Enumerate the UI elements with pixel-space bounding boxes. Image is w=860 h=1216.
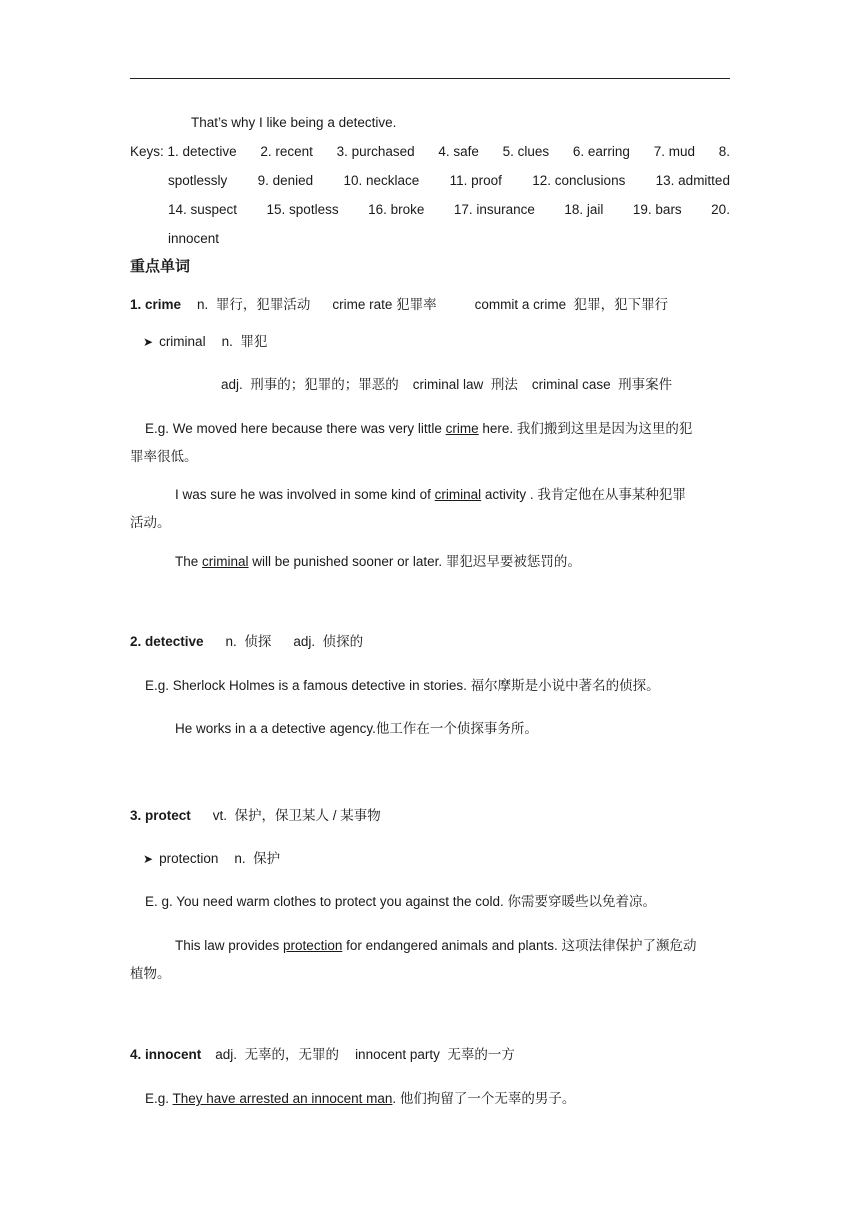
entry-meaning: 侦探 [244, 634, 272, 649]
key-answer: 9. denied [257, 173, 314, 188]
key-answer: 17. insurance [453, 202, 535, 217]
key-answer: 19. bars [632, 202, 682, 217]
example-sentence [145, 1090, 575, 1108]
keys-row-2 [168, 172, 730, 190]
adj-pos: adj. [221, 377, 243, 392]
key-answer: 10. necklace [343, 173, 420, 188]
example-continuation: 植物。 [130, 966, 171, 981]
example-sentence [175, 553, 581, 571]
example-continuation: 活动。 [130, 515, 171, 530]
entry-pos: n. [197, 297, 209, 312]
keys-label-item [130, 143, 237, 161]
underlined-phrase: They have arrested an innocent man [172, 1091, 393, 1106]
key-answer: 14. suspect [168, 202, 238, 217]
entry-phrase-meaning: 无辜的一方 [447, 1047, 515, 1062]
keys-row-3 [168, 201, 730, 219]
key-answer: 11. proof [449, 173, 502, 188]
arrow-bullet-icon: ➤ [143, 335, 154, 349]
key-answer: 16. broke [368, 202, 425, 217]
adj-phrase: criminal law [412, 377, 484, 392]
example-sentence: E.g. Sherlock Holmes is a famous detective in stories. 福尔摩斯是小说中著名的侦探。 [145, 678, 660, 693]
adj-phrase-meaning: 刑事案件 [618, 377, 673, 392]
underlined-word: protection [283, 938, 343, 953]
arrow-bullet-icon: ➤ [143, 852, 154, 866]
entry-innocent-head [130, 1046, 515, 1064]
derived-meaning: 罪犯 [240, 334, 268, 349]
entry-word: 4. innocent [130, 1047, 202, 1062]
entry-pos: adj. [293, 634, 316, 649]
entry-phrase-meaning: 犯罪，犯下罪行 [573, 297, 669, 312]
key-answer: 7. mud [653, 144, 695, 159]
example-sentence: He works in a a detective agency.他工作在一个侦探事务所。 [175, 721, 538, 736]
adj-phrase: criminal case [531, 377, 611, 392]
derived-meaning: 保护 [253, 851, 281, 866]
keys-row-1 [130, 143, 730, 161]
entry-detective-head [130, 633, 363, 651]
entry-phrase: commit a crime [474, 297, 567, 312]
key-answer: 8. [718, 144, 730, 159]
example-sentence: E. g. You need warm clothes to protect you against the cold. 你需要穿暖些以免着凉。 [145, 894, 656, 909]
entry-pos: adj. [215, 1047, 238, 1062]
header-rule [130, 78, 730, 79]
key-answer: 13. admitted [655, 173, 730, 188]
example-text: I was sure he was involved in some kind of [175, 487, 435, 502]
key-answer: 6. earring [572, 144, 630, 159]
entry-meaning: 侦探的 [322, 634, 364, 649]
derived-word: protection [159, 851, 219, 866]
entry-pos: n. [225, 634, 237, 649]
example-continuation: 罪率很低。 [130, 449, 198, 464]
entry-word: 3. protect [130, 808, 191, 823]
entry-phrase: innocent party [355, 1047, 440, 1062]
key-answer: 5. clues [502, 144, 550, 159]
derived-criminal-adj [221, 376, 672, 394]
example-text: E.g. [145, 1091, 173, 1106]
derived-pos: n. [234, 851, 246, 866]
example-text: will be punished sooner or later. 罪犯迟早要被惩罚的。 [248, 554, 581, 569]
key-answer: 12. conclusions [532, 173, 626, 188]
entry-word: 1. crime [130, 297, 182, 312]
example-sentence [175, 937, 697, 955]
adj-phrase-meaning: 刑法 [490, 377, 518, 392]
keys-row-4: innocent [168, 231, 220, 246]
key-answer: 2. recent [260, 144, 313, 159]
key-answer: 15. spotless [266, 202, 339, 217]
entry-meaning: 无辜的，无罪的 [244, 1047, 340, 1062]
example-text: for endangered animals and plants. 这项法律保护了濒危动 [342, 938, 697, 953]
example-text: E.g. We moved here because there was very little [145, 421, 446, 436]
intro-line: That’s why I like being a detective. [191, 115, 397, 130]
section-title: 重点单词 [130, 257, 191, 275]
example-text: activity . 我肯定他在从事某种犯罪 [481, 487, 686, 502]
derived-protection [143, 850, 280, 868]
keys-label: Keys: [130, 144, 164, 159]
entry-pos: vt. [212, 808, 228, 823]
entry-meaning: 保护，保卫某人 / 某事物 [234, 808, 381, 823]
entry-phrase: crime rate 犯罪率 [332, 297, 437, 312]
underlined-word: criminal [434, 487, 482, 502]
example-text: here. 我们搬到这里是因为这里的犯 [478, 421, 693, 436]
example-text: . 他们拘留了一个无辜的男子。 [392, 1091, 576, 1106]
derived-pos: n. [221, 334, 233, 349]
underlined-word: criminal [202, 554, 249, 569]
adj-meaning: 刑事的；犯罪的；罪恶的 [250, 377, 399, 392]
underlined-word: crime [445, 421, 479, 436]
example-text: The [175, 554, 203, 569]
key-answer: 18. jail [564, 202, 604, 217]
entry-word: 2. detective [130, 634, 204, 649]
example-text: This law provides [175, 938, 284, 953]
key-answer: 4. safe [438, 144, 479, 159]
derived-word: criminal [159, 334, 206, 349]
example-sentence [175, 486, 686, 504]
key-answer: 3. purchased [336, 144, 415, 159]
entry-meaning: 罪行，犯罪活动 [215, 297, 311, 312]
key-answer: 1. detective [167, 144, 237, 159]
key-answer: 20. [711, 202, 730, 217]
entry-protect-head [130, 807, 381, 825]
entry-crime-head [130, 296, 668, 314]
example-sentence [145, 420, 692, 438]
derived-criminal [143, 333, 267, 351]
key-answer: spotlessly [168, 173, 228, 188]
